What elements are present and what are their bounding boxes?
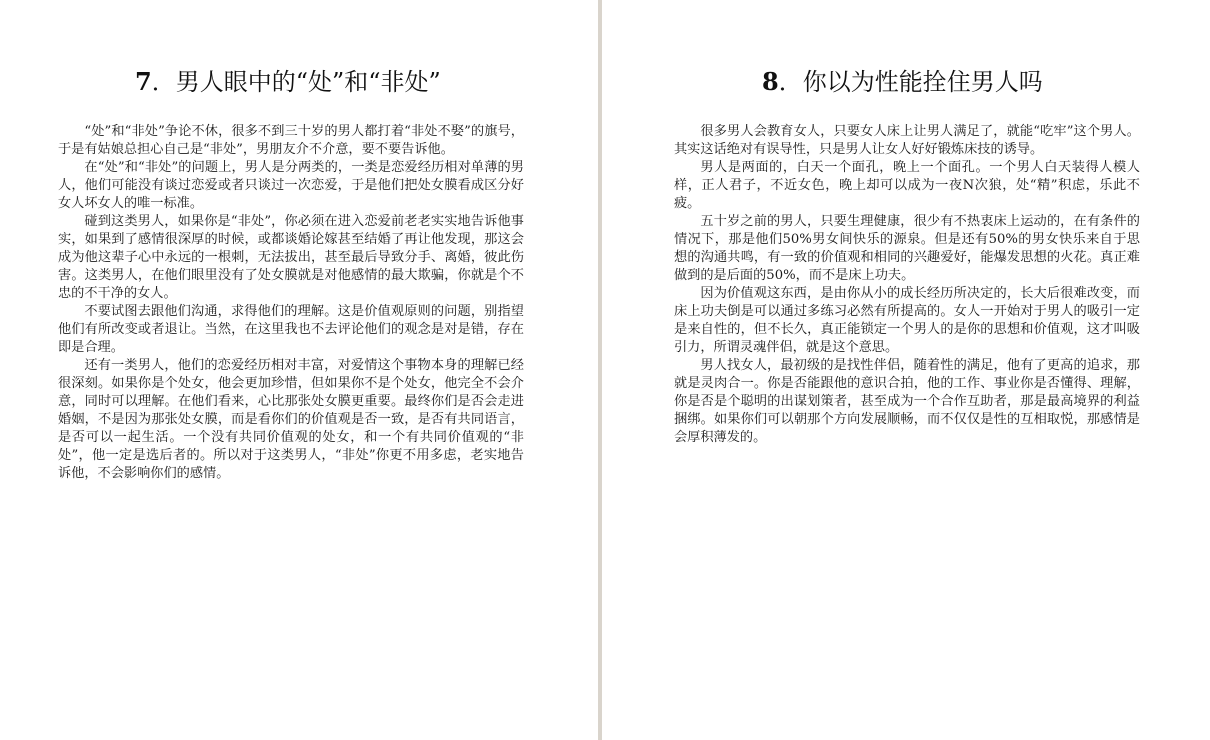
chapter-number-dot: ． <box>778 68 803 96</box>
paragraph: 不要试图去跟他们沟通，求得他们的理解。这是价值观原则的问题，别指望他们有所改变或者退让。当然，在这里我也不去评论他们的观念是对是错，存在即是合理。 <box>58 304 524 355</box>
paragraph: “处”和“非处”争论不休，很多不到三十岁的男人都打着“非处不娶”的旗号，于是有姑娘总担心自己是“非处”，男朋友介不介意，要不要告诉他。 <box>58 124 524 157</box>
paragraph: 因为价值观这东西，是由你从小的成长经历所决定的，长大后很难改变，而床上功夫倒是可以通过多练习必然有所提高的。女人一开始对于男人的吸引一定是来自性的，但不长久，真正能锁定一个男人的是你的思想和价值观，这才叫吸引力，所谓灵魂伴侣，就是这个意思。 <box>674 286 1140 355</box>
chapter-8-body <box>674 123 1140 447</box>
right-page <box>602 0 1210 740</box>
chapter-7-title <box>135 66 441 98</box>
chapter-title-text: 男人眼中的“处”和“非处” <box>175 68 441 96</box>
chapter-number: 7 <box>135 67 152 96</box>
chapter-number-dot: ． <box>151 68 176 96</box>
chapter-8-title <box>762 66 1043 98</box>
paragraph: 还有一类男人，他们的恋爱经历相对丰富，对爱情这个事物本身的理解已经很深刻。如果你是个处女，他会更加珍惜，但如果你不是个处女，他完全不会介意，同时可以理解。在他们看来，心比那张处女膜更重要。最终你们是否会走进婚姻，不是因为那张处女膜，而是看你们的价值观是否一致，是否有共同语言，是否可以一起生活。一个没有共同价值观的处女，和一个有共同价值观的“非处”，他一定是选后者的。所以对于这类男人，“非处”你更不用多虑，老实地告诉他，不会影响你们的感情。 <box>58 358 524 481</box>
paragraph: 男人是两面的，白天一个面孔，晚上一个面孔。一个男人白天装得人模人样，正人君子，不近女色，晚上却可以成为一夜N次狼，处“精”积虑，乐此不疲。 <box>674 160 1140 211</box>
paragraph: 男人找女人，最初级的是找性伴侣，随着性的满足，他有了更高的追求，那就是灵肉合一。你是否能跟他的意识合拍，他的工作、事业你是否懂得、理解，你是否是个聪明的出谋划策者，甚至成为一个合作互助者，那是最高境界的利益捆绑。如果你们可以朝那个方向发展顺畅，而不仅仅是性的互相取悦，那感情是会厚积薄发的。 <box>674 358 1140 445</box>
paragraph: 很多男人会教育女人，只要女人床上让男人满足了，就能“吃牢”这个男人。其实这话绝对有误导性，只是男人让女人好好锻炼床技的诱导。 <box>674 124 1140 157</box>
paragraph: 碰到这类男人，如果你是“非处”，你必须在进入恋爱前老老实实地告诉他事实，如果到了感情很深厚的时候，或都谈婚论嫁甚至结婚了再让他发现，那这会成为他这辈子心中永远的一根刺，无法拔出，甚至最后导致分手、离婚，彼此伤害。这类男人，在他们眼里没有了处女膜就是对他感情的最大欺骗，你就是个不忠的不干净的女人。 <box>58 214 524 301</box>
paragraph: 在“处”和“非处”的问题上，男人是分两类的，一类是恋爱经历相对单薄的男人，他们可能没有谈过恋爱或者只谈过一次恋爱，于是他们把处女膜看成区分好女人坏女人的唯一标准。 <box>58 160 524 211</box>
chapter-number: 8 <box>762 67 779 96</box>
chapter-title-text: 你以为性能拴住男人吗 <box>802 68 1043 96</box>
chapter-7-body <box>58 123 524 483</box>
left-page <box>0 0 598 740</box>
paragraph: 五十岁之前的男人，只要生理健康，很少有不热衷床上运动的，在有条件的情况下，那是他们50%男女间快乐的源泉。但是还有50%的男女快乐来自于思想的沟通共鸣，有一致的价值观和相同的兴趣爱好，能爆发思想的火花。真正难做到的是后面的50%，而不是床上功夫。 <box>674 214 1140 283</box>
